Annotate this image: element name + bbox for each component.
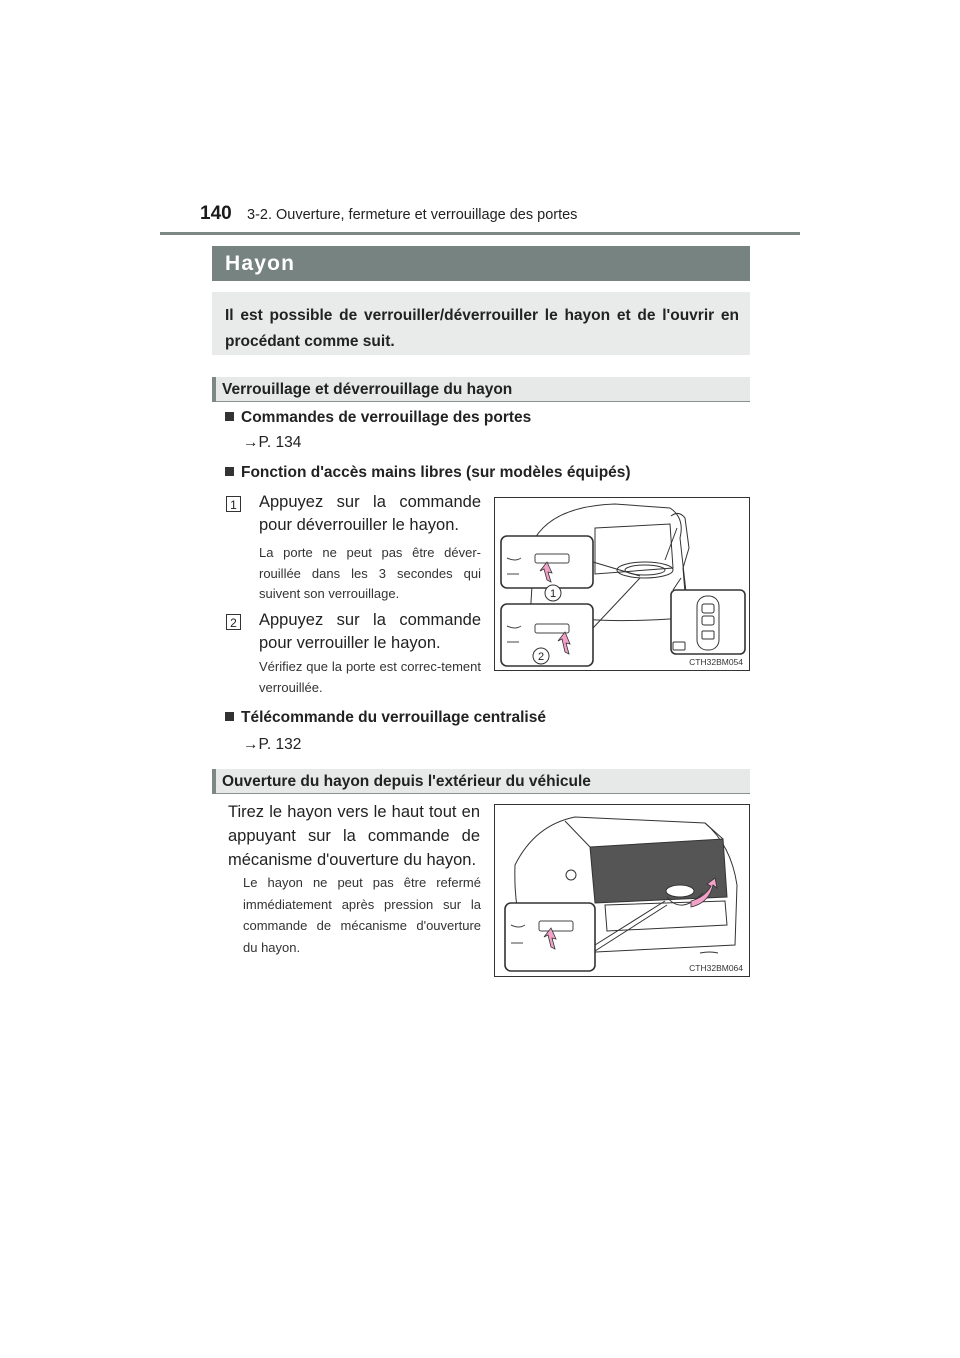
bullet-heading-text: Télécommande du verrouillage centralisé [241,709,546,726]
bullet-heading-text: Commandes de verrouillage des portes [241,409,532,426]
chapter-title: 3-2. Ouverture, fermeture et verrouillage des portes [247,207,578,223]
step-text: Appuyez sur la commande pour verrouiller le hayon. [259,611,481,652]
bullet-heading-remote [225,709,546,727]
body-text: Tirez le hayon vers le haut tout en appuyant sur la commande de mécanisme d'ouverture du hayon. [228,803,480,869]
car-tailgate-illustration [495,805,750,977]
bullet-square-icon [225,467,234,476]
reference-arrow-icon: → [243,736,259,753]
step-number: 2 [226,614,241,630]
figure-caption: CTH32BM064 [689,963,743,973]
subsection-heading-lock [212,377,750,402]
bullet-heading-smart-entry [225,464,631,482]
bullet-heading-door-lock [225,409,531,427]
figure-caption: CTH32BM054 [689,657,743,667]
reference-arrow-icon: → [243,434,259,451]
svg-text:2: 2 [537,651,545,663]
reference-text: P. 134 [258,434,302,451]
subsection-heading-text: Verrouillage et déverrouillage du hayon [222,381,513,398]
bullet-heading-text: Fonction d'accès mains libres (sur modèles équipés) [241,464,631,481]
car-rear-illustration [495,498,750,671]
intro-box [212,292,750,355]
step-note: Vérifiez que la porte est correc-tement verrouillée. [259,659,481,695]
step-text: Appuyez sur la commande pour déverrouiller le hayon. [259,493,481,534]
body-note: Le hayon ne peut pas être refermé immédiatement après pression sur la commande de mécanisme d'ouverture du hayon. [243,875,481,955]
intro-text: Il est possible de verrouiller/déverrouiller le hayon et de l'ouvrir en procédant comme suit. [225,307,739,350]
header-divider [160,232,800,235]
svg-text:1: 1 [549,588,557,600]
step-note: La porte ne peut pas être déver-rouillée dans les 3 secondes qui suivent son verrouillage. [259,545,481,601]
page-reference[interactable] [243,736,301,754]
section-title: Hayon [212,246,750,281]
page-reference[interactable] [243,434,301,452]
reference-text: P. 132 [258,736,302,753]
bullet-square-icon [225,412,234,421]
subsection-heading-text: Ouverture du hayon depuis l'extérieur du véhicule [222,773,591,790]
bullet-square-icon [225,712,234,721]
figure-tailgate-opening [494,804,750,977]
step-number: 1 [226,496,241,512]
subsection-heading-open [212,769,750,794]
page-number: 140 [200,203,232,224]
figure-smart-entry [494,497,750,671]
